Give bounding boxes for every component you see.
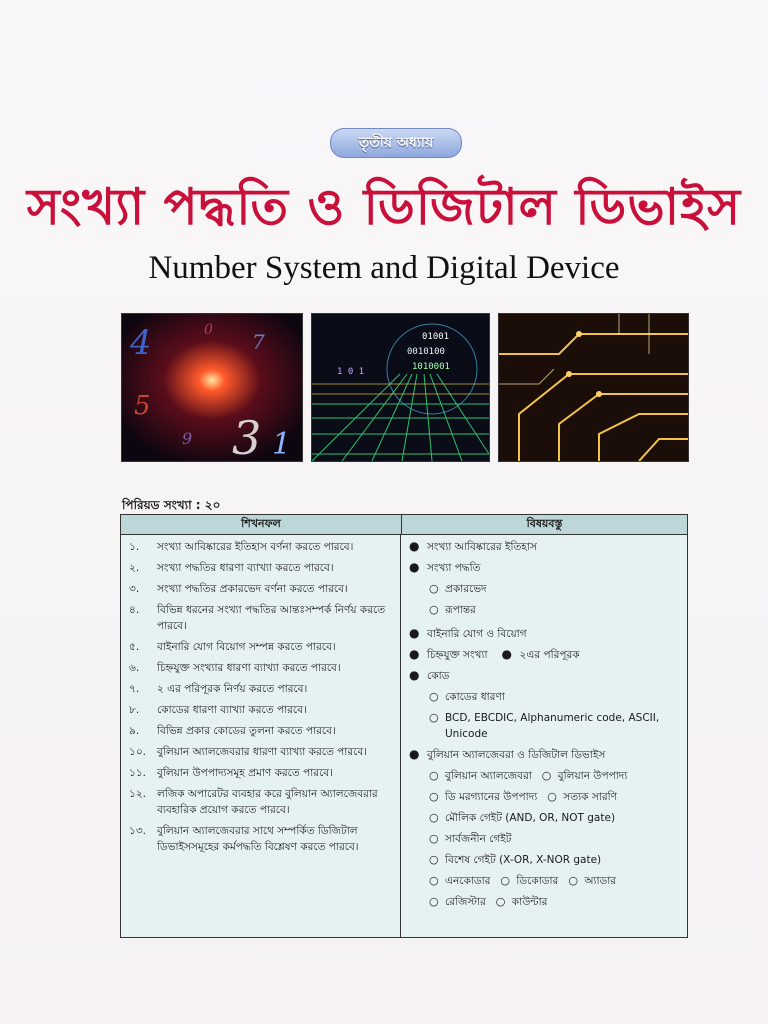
svg-text:4: 4 [130,323,152,363]
learning-outcomes-list [121,535,401,937]
outcome-text: ২ এর পরিপূরক নির্ণয় করতে পারবে। [157,683,308,695]
svg-text:0010100: 0010100 [407,347,445,357]
circle-icon: ○ [429,603,439,616]
circle-icon: ○ [568,874,578,887]
bullet-icon: ● [409,626,420,640]
subtopic-item [429,768,532,784]
outcome-number: ১. [129,541,140,553]
outcome-text: চিহ্নযুক্ত সংখ্যার ধারণা ব্যাখ্যা করতে পারবে। [157,662,341,674]
topic-item [502,647,580,663]
subtopic-row [429,873,681,889]
circle-icon: ○ [495,895,506,908]
outcome-item [129,681,394,697]
column-header-outcomes: শিখনফল [121,515,402,534]
subtopic-item [496,894,548,910]
outcome-item [129,702,394,718]
subtopic-item [429,689,681,705]
column-header-content: বিষয়বস্তু [526,517,563,530]
topic-item [409,668,681,684]
subtopic-item [429,873,490,889]
bullet-icon: ● [409,747,420,761]
outcome-text: বিভিন্ন প্রকার কোডের তুলনা করতে পারবে। [157,725,336,737]
circle-icon: ○ [429,769,439,782]
subtopic-text: ডি মরগ্যানের উপপাদ্য [445,791,538,803]
subtopic-text: ডিকোডার [516,875,559,887]
circle-icon: ○ [500,874,511,887]
circle-icon: ○ [429,690,439,703]
outcome-text: কোডের ধারণা ব্যাখ্যা করতে পারবে। [157,704,307,716]
circle-icon: ○ [429,711,439,724]
outcome-item [129,539,394,555]
svg-text:1 0 1: 1 0 1 [337,367,365,377]
subtopic-text: মৌলিক গেইট (AND, OR, NOT gate) [445,812,616,824]
subtopic-text: অ্যাডার [584,875,617,887]
bullet-icon: ● [409,668,420,682]
outcome-number: ৭. [129,683,140,695]
outcome-item [129,639,394,655]
subtopic-text: কাউন্টার [511,896,548,908]
outcome-item [129,823,394,855]
circle-icon: ○ [429,582,439,595]
outcome-text: বিভিন্ন ধরনের সংখ্যা পদ্ধতির আন্তঃসম্পর্ক নির্ণয় করতে পারবে। [157,604,386,632]
circle-icon: ○ [429,811,439,824]
outcome-text: বুলিয়ান অ্যালজেবরার সাথে সম্পর্কিত ডিজিটাল ডিভাইসসমূহের কর্মপদ্ধতি বিশ্লেষণ করতে পারবে। [157,825,359,853]
outcome-text: বুলিয়ান উপপাদ্যসমূহ প্রমাণ করতে পারবে। [157,767,333,779]
subtopic-item [429,789,537,805]
bullet-icon: ● [409,539,420,553]
topic-text: চিহ্নযুক্ত সংখ্যা [427,649,488,661]
outcome-item [129,602,394,634]
chapter-title-english: Number System and Digital Device [148,250,620,286]
subtopic-text: রেজিস্টার [445,896,486,908]
topic-text: কোড [427,670,450,682]
bullet-icon: ● [501,647,512,661]
topic-item [409,747,681,763]
svg-text:3: 3 [232,411,262,461]
binary-grid-image [311,313,490,462]
outcome-number: ৪. [129,604,140,616]
numbers-image [121,313,303,462]
subtopic-text: বুলিয়ান অ্যালজেবরা [445,770,532,782]
subtopic-item [429,602,681,618]
outcome-number: ৮. [129,704,140,716]
outcome-number: ১১. [129,767,146,779]
subtopic-item [500,873,558,889]
circle-icon: ○ [547,790,557,803]
chapter-title-bangla: সংখ্যা পদ্ধতি ও ডিজিটাল ডিভাইস [26,177,742,236]
subtopic-row [429,789,681,805]
subtopic-item [429,894,486,910]
outcome-text: সংখ্যা পদ্ধতির ধারণা ব্যাখ্যা করতে পারবে। [157,562,334,574]
svg-text:1010001: 1010001 [412,362,450,372]
subtopic-item [429,710,681,742]
outcome-number: ১০. [129,746,146,758]
subtopic-item [547,789,617,805]
subtopic-text: কোডের ধারণা [445,691,505,703]
subtopic-text: বিশেষ গেইট (X-OR, X-NOR gate) [445,854,602,866]
subtopic-text: প্রকারভেদ [445,583,487,595]
subtopic-item [568,873,616,889]
subtopic-text: বুলিয়ান উপপাদ্য [557,770,628,782]
circle-icon: ○ [429,874,439,887]
subtopic-item [542,768,628,784]
bullet-icon: ● [409,647,420,661]
topic-item [409,560,681,576]
circle-icon: ○ [429,853,439,866]
svg-text:9: 9 [182,429,193,448]
topic-text: বাইনারি যোগ ও বিয়োগ [427,628,527,640]
subtopic-item [429,852,681,868]
circle-icon: ○ [429,832,439,845]
svg-text:7: 7 [252,330,265,354]
svg-text:5: 5 [134,391,151,421]
subtopic-text: সত্যক সারণি [563,791,617,803]
subtopic-item [429,581,681,597]
topic-item [409,626,681,642]
outcome-item [129,660,394,676]
circle-icon: ○ [541,769,552,782]
subtopic-text: BCD, EBCDIC, Alphanumeric code, ASCII, Unicode [445,712,660,740]
circuit-image [498,313,689,462]
chapter-badge: তৃতীয় অধ্যায় [330,128,462,158]
subtopic-row [429,768,681,784]
subtopic-row [429,894,681,910]
outcome-number: ২. [129,562,140,574]
subtopic-item [429,810,681,826]
bullet-icon: ● [409,560,420,574]
subtopic-text: রূপান্তর [445,604,476,616]
circle-icon: ○ [429,895,439,908]
outcome-item [129,765,394,781]
outcome-text: সংখ্যা আবিষ্কারের ইতিহাস বর্ণনা করতে পারবে। [157,541,354,553]
topic-item [409,539,681,555]
content-topics-list [401,535,687,937]
outcome-item [129,744,394,760]
svg-text:01001: 01001 [422,332,450,342]
outcome-item [129,786,394,818]
outcome-text: লজিক অপারেটর ব্যবহার করে বুলিয়ান অ্যালজেবরার ব্যবহারিক প্রয়োগ করতে পারবে। [157,788,378,816]
outcome-text: সংখ্যা পদ্ধতির প্রকারভেদ বর্ণনা করতে পারবে। [157,583,348,595]
topic-text: বুলিয়ান অ্যালজেবরা ও ডিজিটাল ডিভাইস [427,749,606,761]
outcome-item [129,723,394,739]
outcome-number: ৫. [129,641,140,653]
table-header [121,515,687,535]
outcome-number: ৯. [129,725,140,737]
outcome-number: ১৩. [129,825,146,837]
subtopic-text: সার্বজনীন গেইট [445,833,512,845]
syllabus-table [120,514,688,938]
period-count: পিরিয়ড সংখ্যা : ২০ [122,498,221,512]
outcome-number: ১২. [129,788,146,800]
outcome-number: ৩. [129,583,140,595]
subtopic-item [429,831,681,847]
subtopic-text: এনকোডার [445,875,491,887]
topic-text: সংখ্যা আবিষ্কারের ইতিহাস [427,541,537,553]
circle-icon: ○ [429,790,439,803]
outcome-item [129,560,394,576]
topic-item [409,647,681,663]
svg-text:0: 0 [204,322,213,338]
outcome-text: বাইনারি যোগ বিয়োগ সম্পন্ন করতে পারবে। [157,641,336,653]
outcome-text: বুলিয়ান অ্যালজেবরার ধারণা ব্যাখ্যা করতে পারবে। [157,746,367,758]
outcome-number: ৬. [129,662,140,674]
topic-text: সংখ্যা পদ্ধতি [427,562,481,574]
topic-text: ২এর পরিপূরক [519,649,580,661]
outcome-item [129,581,394,597]
svg-text:1: 1 [272,427,292,461]
